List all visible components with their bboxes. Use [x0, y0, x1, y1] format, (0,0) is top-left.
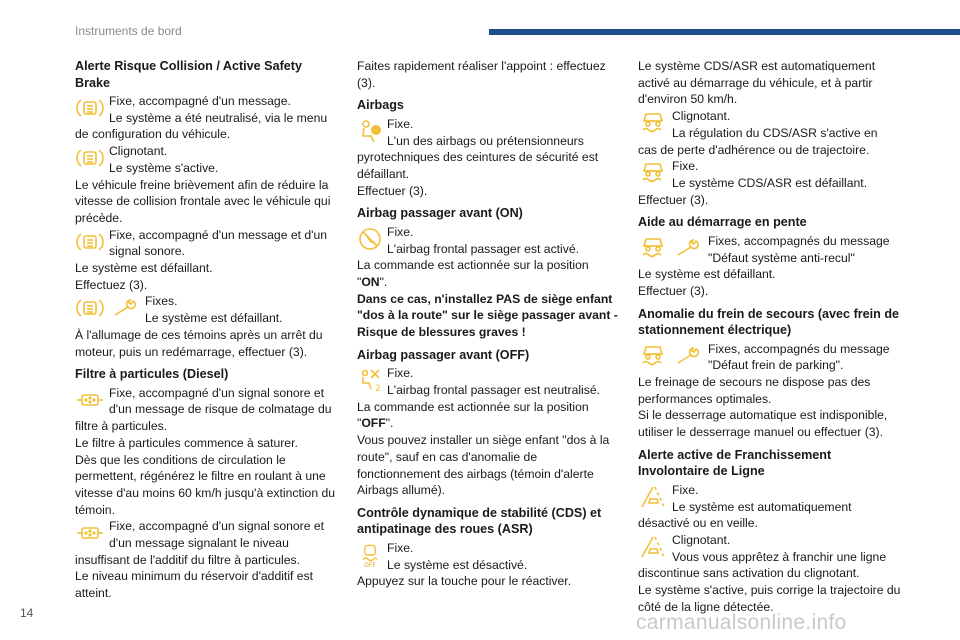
indicator-text: Clignotant. — [109, 144, 168, 159]
indicator-row — [357, 224, 620, 257]
indicator-row — [357, 365, 620, 398]
page-number: 14 — [20, 606, 34, 620]
indicator-row — [638, 341, 903, 374]
section-title: Anomalie du frein de secours (avec frein de stationnement électrique) — [638, 306, 900, 338]
indicator-text: Fixe. — [672, 159, 699, 174]
indicator-text: Fixe. — [672, 482, 699, 497]
indicator-row — [75, 93, 338, 126]
lane-departure-icon — [638, 534, 668, 560]
indicator-row — [75, 143, 338, 176]
particle-filter-icon — [75, 520, 105, 546]
body-text: Le véhicule freine brièvement afin de réduire la vitesse de collision frontale avec le véhicule qui précède. — [75, 177, 331, 225]
indicator-row — [75, 293, 338, 326]
body-text: Effectuer (3). — [357, 183, 428, 198]
stability-control-icon — [638, 343, 668, 369]
indicator-text: Fixes, accompagnés du message "Défaut frein de parking". — [708, 341, 890, 373]
indicator-text: Le système est désactivé. — [387, 557, 528, 572]
indicator-text: Fixe. — [387, 116, 414, 131]
indicator-row — [638, 482, 903, 515]
indicator-text: Vous vous apprêtez à franchir une ligne — [672, 549, 887, 564]
body-text: Le système s'active, puis corrige la trajectoire du côté de la ligne détectée. — [638, 583, 901, 614]
quote-close: ". — [379, 275, 388, 290]
body-text: Le filtre à particules commence à saturer. — [75, 435, 298, 450]
body-text: Appuyez sur la touche pour le réactiver. — [357, 574, 572, 589]
airbag-icon — [357, 118, 383, 144]
body-text: Le système est défaillant. — [638, 267, 776, 282]
body-text: cas de perte d'adhérence ou de trajectoire. — [638, 142, 870, 157]
esc-off-icon — [357, 542, 383, 568]
collision-alert-icon — [75, 295, 105, 321]
indicator-row — [75, 385, 338, 418]
collision-alert-icon — [75, 229, 105, 255]
section-title: Alerte Risque Collision / Active Safety Brake — [75, 59, 302, 90]
section-title: Airbag passager avant (ON) — [357, 206, 523, 221]
lane-departure-icon — [638, 484, 668, 510]
indicator-text: Fixe, accompagné d'un signal sonore et d'un message de risque de colmatage du — [109, 385, 332, 417]
column-3 — [638, 58, 903, 615]
indicator-text: Fixe, accompagné d'un signal sonore et d'un message signalant le niveau — [109, 519, 325, 551]
body-text — [357, 274, 620, 291]
section-title: Aide au démarrage en pente — [638, 215, 807, 230]
indicator-text: Le système est automatiquement — [672, 499, 852, 514]
body-text: Dès que les conditions de circulation le permettent, régénérez le filtre en roulant à une vitesse d'au moins 60 km/h jusqu'à extinction du témoin. — [75, 452, 336, 517]
indicator-row — [638, 158, 903, 191]
service-wrench-icon — [111, 295, 141, 321]
indicator-row — [357, 540, 620, 573]
stability-control-icon — [638, 110, 668, 136]
quote-close: ". — [385, 416, 394, 431]
indicator-text: Le système a été neutralisé, via le menu — [109, 110, 328, 125]
body-text: désactivé ou en veille. — [638, 516, 758, 531]
body-text: filtre à particules. — [75, 419, 168, 434]
column-1 — [75, 58, 338, 602]
body-text: Le système CDS/ASR est automatiquement activé au démarrage du véhicule, et à partir d'environ 50 km/h. — [638, 59, 876, 107]
header-accent-bar — [489, 29, 960, 35]
indicator-text: Fixe. — [387, 540, 414, 555]
body-text: Effectuer (3). — [638, 192, 709, 207]
indicator-text: L'un des airbags ou prétensionneurs — [387, 133, 584, 148]
body-text: Vous pouvez installer un siège enfant "dos à la route", sauf en cas d'anomalie de fonctionnement des airbags (témoin d'alerte Airbags allumé). — [357, 433, 610, 498]
column-2 — [357, 58, 620, 590]
safety-warning: Dans ce cas, n'installez PAS de siège enfant "dos à la route" sur le siège passager avant - Risque de blessures graves ! — [357, 291, 618, 340]
indicator-text: Fixes, accompagnés du message "Défaut système anti-recul" — [708, 233, 890, 265]
service-wrench-icon — [674, 343, 704, 369]
indicator-row — [357, 116, 620, 149]
body-text: de configuration du véhicule. — [75, 127, 231, 142]
body-text: La commande est actionnée sur la position — [357, 399, 589, 414]
body-text: La commande est actionnée sur la position — [357, 258, 589, 273]
indicator-row — [638, 108, 903, 141]
indicator-row — [75, 518, 338, 551]
position-on-label: ON — [361, 275, 380, 290]
passenger-airbag-off-icon — [357, 367, 383, 393]
indicator-text: Clignotant. — [672, 532, 731, 547]
indicator-row — [75, 227, 338, 260]
body-text: Le freinage de secours ne dispose pas des performances optimales. — [638, 375, 871, 406]
indicator-text: Fixe. — [387, 224, 414, 239]
passenger-airbag-on-icon — [357, 226, 383, 252]
body-text: Effectuez (3). — [75, 277, 148, 292]
indicator-text: Fixe, accompagné d'un message. — [109, 94, 291, 108]
indicator-text: Fixe. — [387, 366, 414, 381]
particle-filter-icon — [75, 387, 105, 413]
indicator-text: L'airbag frontal passager est neutralisé. — [387, 383, 601, 398]
body-text: Le niveau minimum du réservoir d'additif est atteint. — [75, 569, 314, 601]
collision-alert-icon — [75, 145, 105, 171]
body-text: discontinue sans activation du clignotant. — [638, 566, 860, 581]
body-text: À l'allumage de ces témoins après un arrêt du moteur, puis un redémarrage, effectuer (3). — [75, 327, 323, 359]
indicator-text: Clignotant. — [672, 109, 731, 124]
indicator-text: Le système CDS/ASR est défaillant. — [672, 175, 868, 190]
indicator-row — [638, 532, 903, 565]
quote-open: " — [357, 416, 362, 431]
body-text: Le système est défaillant. — [75, 261, 213, 276]
indicator-text: Fixe, accompagné d'un message et d'un signal sonore. — [109, 227, 328, 259]
section-title: Airbags — [357, 98, 404, 113]
header-title: Instruments de bord — [75, 24, 182, 38]
quote-open: " — [357, 275, 362, 290]
section-title: Airbag passager avant (OFF) — [357, 347, 530, 362]
body-text: Effectuer (3). — [638, 283, 709, 298]
indicator-text: Le système est défaillant. — [145, 311, 283, 326]
body-text: Si le desserrage automatique est indisponible, utiliser le desserrage manuel ou effectuer (3). — [638, 408, 888, 440]
body-text — [357, 415, 620, 432]
stability-control-icon — [638, 235, 668, 261]
collision-alert-icon — [75, 95, 105, 121]
stability-control-icon — [638, 160, 668, 186]
section-title: Filtre à particules (Diesel) — [75, 367, 229, 382]
section-title: Alerte active de Franchissement Involontaire de Ligne — [638, 447, 832, 479]
position-off-label: OFF — [361, 416, 386, 431]
watermark: carmanualsonline.info — [636, 611, 847, 634]
indicator-row — [638, 233, 903, 266]
body-text: Faites rapidement réaliser l'appoint : effectuez (3). — [357, 59, 606, 90]
service-wrench-icon — [674, 235, 704, 261]
indicator-text: Fixes. — [145, 294, 178, 309]
indicator-text: La régulation du CDS/ASR s'active en — [672, 125, 878, 140]
indicator-text: Le système s'active. — [109, 160, 219, 175]
body-text: pyrotechniques des ceintures de sécurité est défaillant. — [357, 150, 599, 182]
section-title: Contrôle dynamique de stabilité (CDS) et antipatinage des roues (ASR) — [357, 505, 602, 537]
svg-text:2: 2 — [375, 384, 381, 394]
body-text: insuffisant de l'additif du filtre à particules. — [75, 552, 300, 567]
indicator-text: L'airbag frontal passager est activé. — [387, 241, 580, 256]
off-label: OFF — [364, 562, 376, 568]
